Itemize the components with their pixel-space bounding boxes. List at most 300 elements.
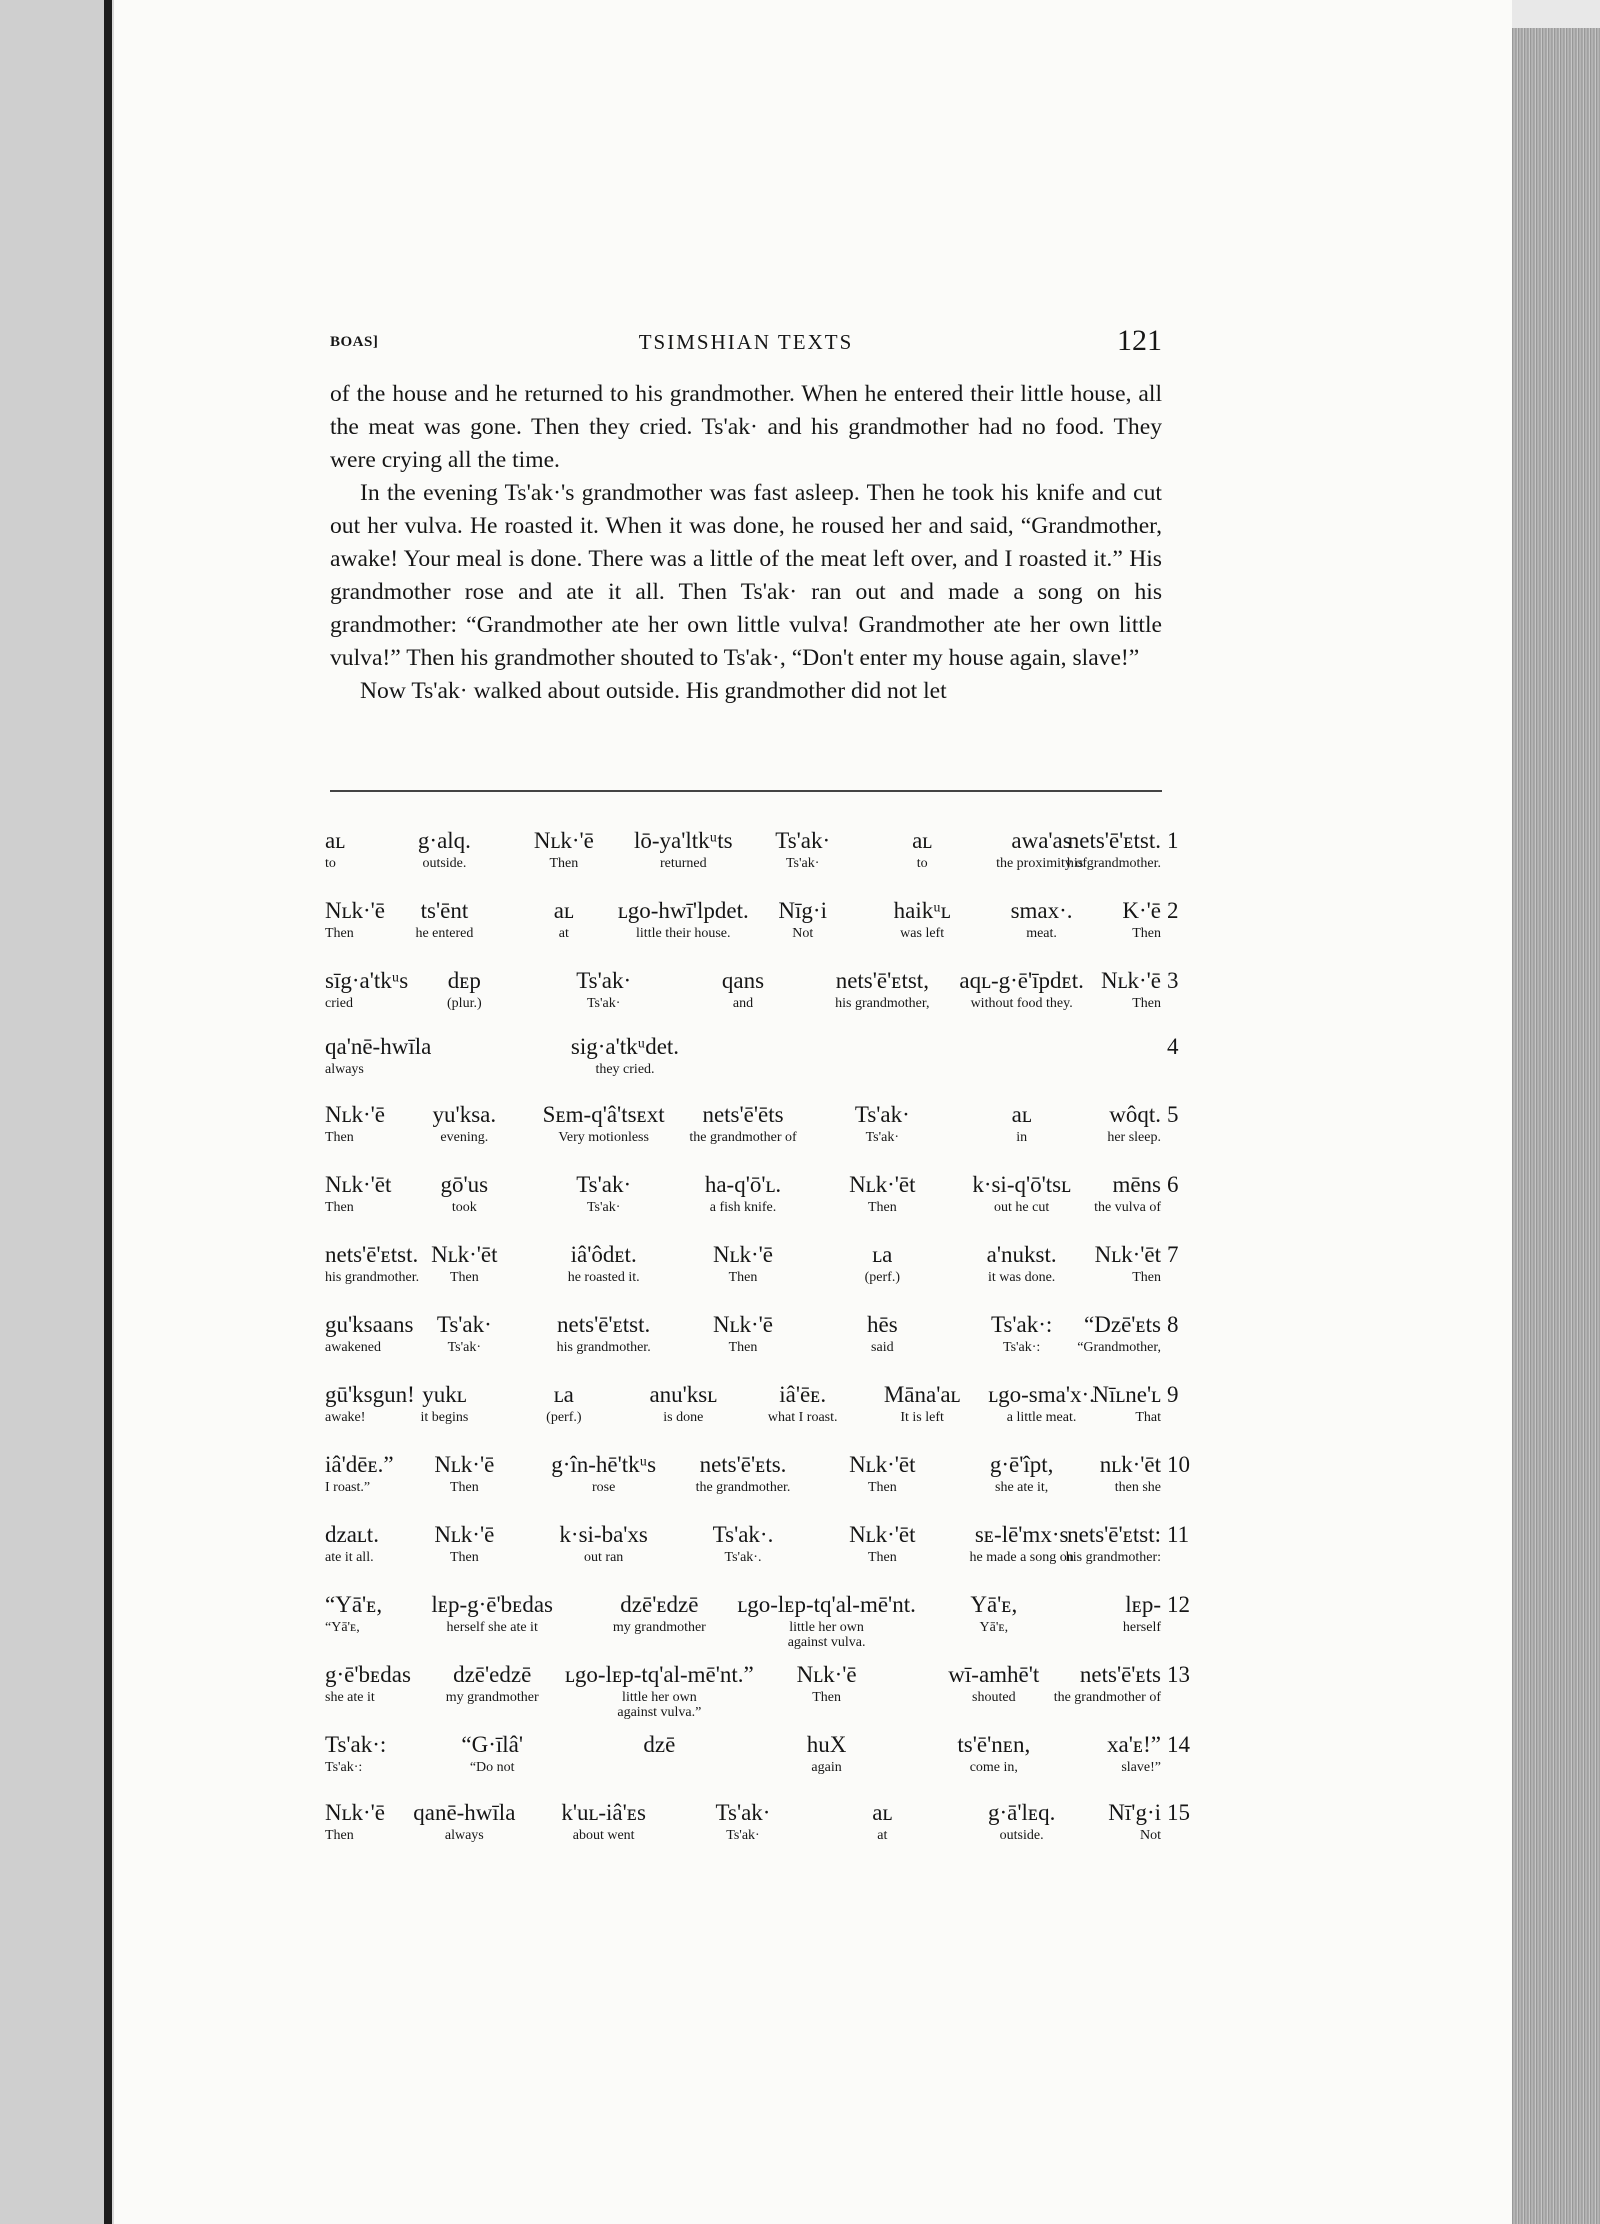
english-gloss: the grandmother of [1053,1690,1161,1705]
gloss-word [549,968,659,1011]
gloss-word [867,1382,977,1425]
native-word: sᴇ-lē'mx·s [974,1522,1069,1547]
english-gloss: That [1135,1410,1161,1425]
english-gloss: Then [812,1690,841,1705]
line-number: 9 [1167,1382,1179,1407]
english-gloss: Ts'ak· [865,1130,900,1145]
gloss-word [827,1800,937,1843]
native-word: nets'ē'ᴇtst: [1067,1522,1161,1547]
native-word: Nī'g·i [1108,1800,1161,1825]
gloss-word [1051,1242,1161,1285]
gloss-line [325,1800,1193,1872]
gloss-word [437,1732,547,1775]
gloss-line [325,1452,1193,1524]
gloss-word [325,1592,435,1635]
gloss-word [867,828,977,871]
english-gloss: Ts'ak·: [1003,1340,1041,1355]
native-word: g·ē'îpt, [989,1452,1054,1477]
gloss-word [772,1732,882,1775]
english-gloss: Then [1132,996,1161,1011]
native-word: wôqt. [1109,1102,1161,1127]
english-gloss: he entered [415,926,474,941]
binding-line [104,0,112,2224]
native-word: iâ'ēᴇ. [779,1382,827,1407]
native-word: ʟgo-hwī'lpdet. [617,898,749,923]
english-gloss: the grandmother of [689,1130,797,1145]
english-gloss: a little meat. [1006,1410,1077,1425]
line-number: 12 [1167,1592,1190,1617]
gloss-word [549,1242,659,1285]
gloss-line [325,1034,1193,1106]
english-gloss: at [877,1828,888,1843]
native-word: g·ē'bᴇdas [325,1662,411,1687]
english-gloss: Ts'ak· [447,1340,482,1355]
native-word: Nīʟne'ʟ [1092,1382,1161,1407]
english-gloss: It is left [900,1410,944,1425]
gloss-word [688,1452,798,1495]
english-gloss: Ts'ak· [586,996,621,1011]
gloss-word [939,1732,1049,1775]
gloss-word [748,828,858,871]
english-gloss: her sleep. [1107,1130,1161,1145]
native-word: sig·a'tkᵘdet. [570,1034,680,1059]
english-gloss: awakened [325,1340,381,1355]
english-gloss: (perf.) [864,1270,901,1285]
native-word: yu'ksa. [432,1102,497,1127]
native-word: ʟgo-sma'x·. [988,1382,1095,1407]
gloss-word [437,1662,547,1705]
gloss-word [939,1662,1049,1705]
english-gloss: herself [1122,1620,1161,1635]
native-word: Ts'ak·. [712,1522,774,1547]
english-gloss: Ts'ak·. [724,1550,762,1565]
gloss-word [827,1242,937,1285]
native-word: Ts'ak· [775,828,831,853]
native-word: hēs [866,1312,898,1337]
english-gloss: is done [663,1410,704,1425]
gloss-line [325,968,1193,1040]
gloss-word [688,1800,798,1843]
english-gloss: outside. [422,856,467,871]
native-word: Nʟk·'ēt [1094,1242,1161,1267]
gloss-word [748,1382,858,1425]
english-gloss: she ate it, [995,1480,1049,1495]
native-word: gō'us [440,1172,489,1197]
gloss-word [409,1242,519,1285]
section-rule [330,790,1162,792]
running-header [330,324,1162,370]
gloss-word [772,1662,882,1705]
gloss-word [543,1102,665,1145]
english-gloss: my grandmother [445,1690,539,1705]
english-gloss: Then [867,1550,897,1565]
english-gloss: he made a song on [969,1550,1074,1565]
gloss-line [325,1382,1193,1454]
english-gloss: Then [867,1200,897,1215]
native-word: ts'ē'nᴇn, [957,1732,1031,1757]
line-number: 1 [1167,828,1179,853]
native-word: sīg·a'tkᵘs [325,968,409,993]
native-word: aʟ [912,828,933,853]
native-word: nʟk·'ēt [1099,1452,1161,1477]
english-gloss: it begins [420,1410,469,1425]
gloss-word [409,1452,519,1495]
gloss-line [325,828,1193,900]
gloss-word [827,968,937,1011]
native-word: anu'ksʟ [649,1382,718,1407]
english-gloss: “Grandmother, [1077,1340,1161,1355]
native-word: Ts'ak· [715,1800,771,1825]
gloss-word [1051,1800,1161,1843]
gloss-word [688,1242,798,1285]
english-gloss: at [558,926,569,941]
english-gloss: his grandmother. [1066,856,1161,871]
gloss-word [325,1034,435,1077]
english-gloss: a fish knife. [709,1200,777,1215]
english-gloss: his grandmother, [835,996,930,1011]
native-word: dzē'edzē [453,1662,532,1687]
english-gloss: again [811,1760,842,1775]
gloss-word [409,1800,519,1843]
gloss-word [325,1662,435,1705]
english-gloss: Then [728,1340,758,1355]
gloss-word [1051,1592,1161,1635]
english-gloss: Ts'ak·: [325,1760,363,1775]
line-number: 4 [1167,1034,1179,1059]
english-gloss: then she [1114,1480,1161,1495]
native-word: iâ'dēᴇ.” [325,1452,394,1477]
native-word: dzaʟt. [325,1522,379,1547]
english-gloss: Then [867,1480,897,1495]
native-word: Nʟk·'ē [712,1242,773,1267]
native-word: K·'ē [1122,898,1161,923]
english-gloss: Ts'ak· [785,856,820,871]
gloss-line [325,1172,1193,1244]
english-gloss: his grandmother: [1065,1550,1161,1565]
gloss-word [509,898,619,941]
native-word: huX [806,1732,847,1757]
native-word: Ts'ak· [854,1102,910,1127]
line-number: 7 [1167,1242,1179,1267]
gloss-word [565,1662,754,1720]
english-gloss: to [325,856,336,871]
native-word: “Dzē'ᴇts [1084,1312,1161,1337]
english-gloss: Very motionless [558,1130,649,1145]
english-gloss: Then [449,1550,479,1565]
native-word: Nʟk·'ē [325,898,386,923]
gloss-word [509,1382,619,1425]
native-word: Ts'ak·: [325,1732,387,1757]
native-word: nets'ē'ᴇtst, [835,968,929,993]
native-word: dzē [643,1732,676,1757]
left-gutter [0,0,112,2224]
gloss-line [325,1312,1193,1384]
gloss-word [827,1102,937,1145]
native-word: Nʟk·'ē [434,1522,495,1547]
native-word: nets'ē'ᴇtst. [325,1242,419,1267]
english-gloss: evening. [440,1130,489,1145]
english-gloss: was left [900,926,945,941]
gloss-word [1051,1382,1161,1425]
gloss-word [509,828,619,871]
english-gloss: Ts'ak· [726,1828,760,1843]
gloss-word [409,1312,519,1355]
line-number: 14 [1167,1732,1190,1757]
gloss-word [618,898,749,941]
english-gloss: about went [572,1828,635,1843]
english-gloss: herself she ate it [446,1620,538,1635]
gloss-word [549,1800,659,1843]
gloss-word [409,1102,519,1145]
english-gloss: he roasted it. [567,1270,640,1285]
gloss-word [827,1172,937,1215]
english-gloss: in [1016,1130,1028,1145]
native-word: aʟ [553,898,574,923]
native-word: ha-q'ō'ʟ. [704,1172,782,1197]
english-gloss: Then [549,856,579,871]
english-gloss: his grandmother. [556,1340,651,1355]
line-number: 11 [1167,1522,1190,1547]
native-word: ʟgo-lᴇp-tq'al-mē'nt.” [565,1662,754,1687]
english-gloss: always [444,1828,484,1843]
gloss-word [1051,968,1161,1011]
native-word: aqʟ-g·ē'īpdᴇt. [959,968,1084,993]
gloss-word [1051,1732,1161,1775]
english-gloss: out he cut [994,1200,1050,1215]
gloss-word [389,828,499,871]
gloss-word [549,1312,659,1355]
native-word: Nʟk·'ē [325,1102,386,1127]
line-number: 13 [1167,1662,1190,1687]
english-gloss: ate it all. [325,1550,374,1565]
gloss-word [409,968,519,1011]
native-word: qa'nē-hwīla [325,1034,432,1059]
gloss-word [688,1312,798,1355]
native-word: Nʟk·'ē [712,1312,773,1337]
native-word: gū'ksgun! [325,1382,415,1407]
english-gloss: the vulva of [1094,1200,1161,1215]
english-gloss: and [732,996,754,1011]
english-gloss: slave!” [1121,1760,1161,1775]
gloss-word [939,1592,1049,1635]
english-gloss: the proximity of [996,856,1088,871]
native-word: Ts'ak· [576,968,632,993]
gloss-word [628,1382,738,1425]
native-word: lᴇp- [1125,1592,1161,1617]
native-word: dzē'ᴇdzē [620,1592,699,1617]
english-gloss: what I roast. [767,1410,838,1425]
line-number: 15 [1167,1800,1190,1825]
english-gloss: Ts'ak· [586,1200,621,1215]
english-gloss: (plur.) [447,996,482,1011]
gloss-word [604,1592,714,1635]
gloss-line [325,1102,1193,1174]
native-word: awa'as [1011,828,1072,853]
english-gloss: come in, [969,1760,1018,1775]
native-word: k·si-ba'xs [559,1522,648,1547]
line-number: 8 [1167,1312,1179,1337]
native-word: lō-ya'ltkᵘts [634,828,733,853]
english-gloss: his grandmother. [325,1270,420,1285]
native-word: dᴇp [447,968,481,993]
native-word: lᴇp-g·ē'bᴇdas [431,1592,554,1617]
english-gloss: took [451,1200,477,1215]
gloss-word [325,1732,435,1775]
english-gloss: Then [449,1270,479,1285]
native-word: aʟ [872,1800,893,1825]
gloss-line [325,1592,1193,1664]
native-word: Nʟk·'ēt [431,1242,498,1267]
native-word: ʟgo-lᴇp-tq'al-mē'nt. [737,1592,916,1617]
gloss-word [688,1522,798,1565]
native-word: smax·. [1010,898,1073,923]
english-gloss: Not [792,926,814,941]
native-word: “Yā'ᴇ, [325,1592,383,1617]
gloss-word [1051,1662,1161,1705]
gloss-word [549,1452,659,1495]
line-number: 3 [1167,968,1179,993]
native-word: g·alq. [417,828,471,853]
english-gloss: Then [325,926,354,941]
native-word: g·în-hē'tkᵘs [551,1452,657,1477]
gloss-word [827,1452,937,1495]
gloss-word [628,828,738,871]
english-gloss: “Do not [469,1760,515,1775]
gloss-word [389,898,499,941]
gloss-word [409,1522,519,1565]
native-word: “G·īlâ' [461,1732,523,1757]
native-word: Sᴇm-q'â'tsᴇxt [542,1102,665,1127]
native-word: Nīg·i [778,898,827,923]
gloss-word [737,1592,916,1650]
native-word: yukʟ [422,1382,467,1407]
gloss-word [1051,1452,1161,1495]
native-word: nets'ē'ᴇtst. [557,1312,651,1337]
native-word: Nʟk·'ē [533,828,594,853]
english-gloss: always [325,1062,364,1077]
gloss-line [325,1522,1193,1594]
english-gloss: Yā'ᴇ, [979,1620,1009,1635]
english-gloss: I roast.” [325,1480,371,1495]
line-number: 5 [1167,1102,1179,1127]
english-gloss: it was done. [988,1270,1056,1285]
native-word: gu'ksaans [325,1312,414,1337]
gloss-word [549,1172,659,1215]
native-word: ʟa [872,1242,893,1267]
native-word: iâ'ôdᴇt. [570,1242,637,1267]
native-word: Nʟk·'ē [796,1662,857,1687]
native-word: Nʟk·'ē [434,1452,495,1477]
english-gloss: Not [1140,1828,1161,1843]
english-gloss: little their house. [636,926,731,941]
english-gloss: Then [1132,926,1161,941]
gloss-word [748,898,858,941]
gloss-word [570,1034,680,1077]
native-word: haikᵘʟ [893,898,951,923]
native-word: Ts'ak·: [991,1312,1053,1337]
gloss-word [688,968,798,1011]
native-word: qans [721,968,765,993]
native-word: a'nukst. [986,1242,1057,1267]
header-title: TSIMSHIAN TEXTS [638,330,854,354]
english-gloss: meat. [1026,926,1057,941]
gloss-word [549,1522,659,1565]
native-word: nets'ē'ᴇts. [699,1452,787,1477]
paragraph: In the evening Ts'ak·'s grandmother was fast asleep. Then he took his knife and cut out her vulva. He roasted it. When it was done, he roused her and said, “Grandmother, awake! Your meal is done. There was a little of the meat left over, and I roasted it.” His grandmother rose and ate it all. Then Ts'ak· ran out and made a song on his grandmother: “Grandmother ate her own little vulva! Grandmother ate her own little vulva!” Then his grandmother shouted to Ts'ak·, “Don't enter my house again, slave!” [330,480,1162,671]
native-word: Ts'ak· [436,1312,492,1337]
gloss-word [604,1732,714,1760]
gloss-line [325,1242,1193,1314]
gloss-line [325,1732,1193,1804]
english-gloss: Then [325,1828,354,1843]
gloss-word [827,1522,937,1565]
native-word: wī-amhē't [948,1662,1040,1687]
gloss-word [431,1592,553,1635]
gloss-word [1051,828,1161,871]
native-word: Nʟk·'ēt [849,1522,916,1547]
english-gloss: little her own against vulva. [787,1620,866,1650]
gloss-word [409,1172,519,1215]
native-word: aʟ [1011,1102,1032,1127]
english-gloss: my grandmother [612,1620,706,1635]
native-word: Nʟk·'ēt [849,1172,916,1197]
gloss-word [688,1102,798,1145]
gloss-word [1051,1312,1161,1355]
native-word: k·si-q'ō'tsʟ [972,1172,1071,1197]
native-word: qanē-hwīla [413,1800,516,1825]
gloss-word [688,1172,798,1215]
paragraph: of the house and he returned to his grandmother. When he entered their little house, all the meat was gone. Then they cried. Ts'ak· and his grandmother had no food. They were crying all the time. [330,381,1162,473]
english-gloss: the grandmother. [695,1480,791,1495]
gloss-word [1051,1172,1161,1215]
translation-text [330,378,1162,708]
english-gloss: they cried. [595,1062,655,1077]
native-word: xa'ᴇ!” [1107,1732,1161,1757]
english-gloss: Then [728,1270,758,1285]
gloss-word [1051,1102,1161,1145]
gloss-line [325,1662,1193,1734]
english-gloss: little her own against vulva.” [617,1690,702,1720]
native-word: mēns [1112,1172,1161,1197]
gloss-word [1051,1522,1161,1565]
native-word: Nʟk·'ē [325,1800,386,1825]
english-gloss: outside. [999,1828,1044,1843]
gloss-word [827,1312,937,1355]
gloss-word [1051,898,1161,941]
gloss-line [325,898,1193,970]
english-gloss: Then [325,1130,354,1145]
english-gloss: out ran [584,1550,624,1565]
native-word: nets'ē'ēts [702,1102,784,1127]
english-gloss: cried [325,996,353,1011]
english-gloss: to [916,856,928,871]
english-gloss: shouted [972,1690,1016,1705]
english-gloss: Then [325,1200,354,1215]
native-word: g·ā'lᴇq. [987,1800,1056,1825]
line-number: 10 [1167,1452,1190,1477]
english-gloss: rose [591,1480,616,1495]
english-gloss: said [871,1340,894,1355]
native-word: Nʟk·'ēt [849,1452,916,1477]
native-word: Māna'aʟ [883,1382,961,1407]
line-number: 6 [1167,1172,1179,1197]
native-word: aʟ [325,828,346,853]
native-word: Nʟk·'ē [1100,968,1161,993]
english-gloss: awake! [325,1410,366,1425]
native-word: ts'ēnt [420,898,469,923]
english-gloss: Then [1132,1270,1161,1285]
page-stack-edge [1512,28,1600,2224]
